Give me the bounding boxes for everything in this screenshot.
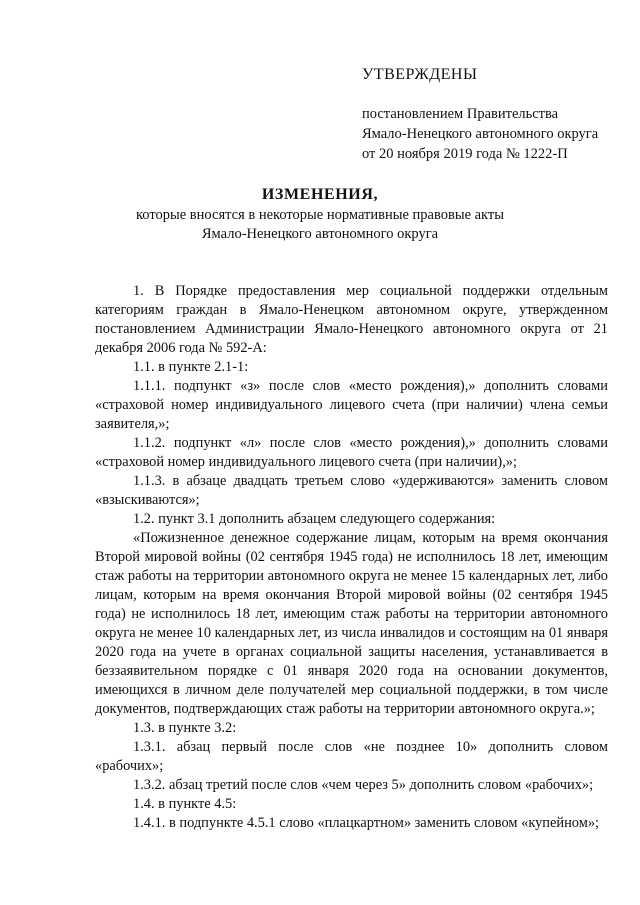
body-paragraph: 1.1.2. подпункт «л» после слов «место рождения),» дополнить словами «страховой номер индивидуального лицевого счета (при наличии),»; bbox=[95, 435, 608, 470]
body-paragraph: 1.4. в пункте 4.5: bbox=[133, 796, 237, 812]
body-paragraph: 1.3.1. абзац первый после слов «не позднее 10» дополнить словом «рабочих»; bbox=[95, 739, 608, 774]
body-paragraph: 1.4.1. в подпункте 4.5.1 слово «плацкартном» заменить словом «купейном»; bbox=[133, 815, 600, 831]
body-paragraph: 1.1.1. подпункт «з» после слов «место рождения),» дополнить словами «страховой номер индивидуального лицевого счета (при наличии) члена семьи заявителя,»; bbox=[95, 378, 608, 432]
body-paragraph: 1.3. в пункте 3.2: bbox=[133, 720, 237, 736]
body-paragraph: 1.1. в пункте 2.1-1: bbox=[133, 359, 249, 375]
approval-heading: УТВЕРЖДЕНЫ bbox=[362, 66, 478, 83]
approval-stamp bbox=[362, 66, 632, 164]
approval-line: постановлением Правительства bbox=[362, 106, 559, 122]
body-paragraph: 1.2. пункт 3.1 дополнить абзацем следующего содержания: bbox=[133, 511, 496, 527]
document-body bbox=[95, 282, 608, 833]
document-subtitle-line: которые вносятся в некоторые нормативные правовые акты bbox=[135, 207, 504, 223]
body-paragraph: «Пожизненное денежное содержание лицам, которым на время окончания Второй мировой войны (02 сентября 1945 года) не исполнилось 18 лет, имеющим стаж работы на территории автономного округа не менее 15 календарных лет, либо лицам, которым на время окончания Второй мировой войны (02 сентября 1945 года) не исполнилось 18 лет, имеющим стаж работы на территории автономного округа не менее 10 календарных лет, из числа инвалидов и состоящим на 01 января 2020 года на учете в органах социальной защиты населения, устанавливается в беззаявительном порядке с 01 января 2020 года на основании документов, имеющихся в личном деле получателей мер социальной поддержки, в том числе документов, подтверждающих стаж работы на территории автономного округа.»; bbox=[95, 530, 608, 717]
document-subtitle-line: Ямало-Ненецкого автономного округа bbox=[201, 226, 439, 242]
body-paragraph: 1. В Порядке предоставления мер социальной поддержки отдельным категориям граждан в Ямало-Ненецком автономном округе, утвержденном постановлением Администрации Ямало-Ненецкого автономного округа от 21 декабря 2006 года № 592-А: bbox=[95, 283, 608, 356]
approval-line: Ямало-Ненецкого автономного округа bbox=[362, 126, 599, 142]
body-paragraph: 1.3.2. абзац третий после слов «чем через 5» дополнить словом «рабочих»; bbox=[133, 777, 594, 793]
document-title-block bbox=[0, 184, 640, 244]
document-title: ИЗМЕНЕНИЯ, bbox=[261, 186, 379, 203]
body-paragraph: 1.1.3. в абзаце двадцать третьем слово «удерживаются» заменить словом «взыскиваются»; bbox=[95, 473, 608, 508]
approval-line: от 20 ноября 2019 года № 1222-П bbox=[362, 146, 568, 162]
